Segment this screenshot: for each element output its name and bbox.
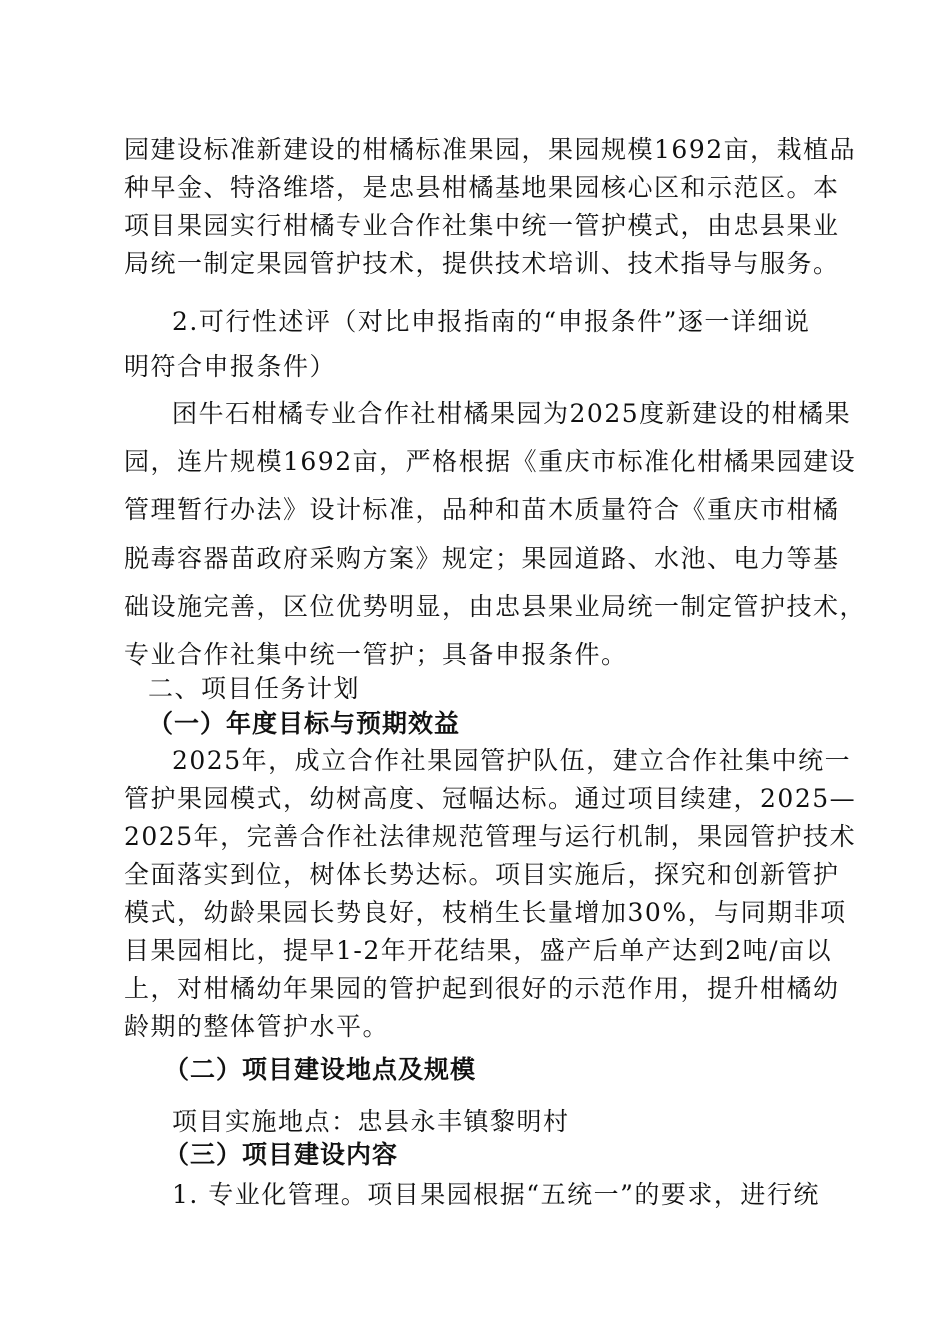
paragraph-line: 础设施完善，区位优势明显，由忠县果业局统一制定管护技术， bbox=[124, 592, 867, 621]
paragraph-line: 模式，幼龄果园长势良好，枝梢生长量增加30%，与同期非项 bbox=[124, 898, 847, 927]
paragraph-line: 1. 专业化管理。项目果园根据“五统一”的要求，进行统 bbox=[172, 1180, 820, 1209]
paragraph-line: 种早金、特洛维塔，是忠县柑橘基地果园核心区和示范区。本 bbox=[124, 173, 840, 202]
paragraph-line: 上，对柑橘幼年果园的管护起到很好的示范作用，提升柑橘幼 bbox=[124, 974, 840, 1003]
paragraph-line: 2.可行性述评（对比申报指南的“申报条件”逐一详细说 bbox=[172, 307, 811, 336]
paragraph-line: 脱毒容器苗政府采购方案》规定；果园道路、水池、电力等基 bbox=[124, 544, 840, 573]
paragraph-line: 明符合申报条件） bbox=[124, 352, 337, 381]
paragraph-line: 目果园相比，提早1-2年开花结果，盛产后单产达到2吨/亩以 bbox=[124, 936, 833, 965]
paragraph-line: 龄期的整体管护水平。 bbox=[124, 1012, 390, 1041]
subsection-heading: （二）项目建设地点及规模 bbox=[164, 1055, 477, 1084]
paragraph-line: 2025年，成立合作社果园管护队伍，建立合作社集中统一 bbox=[172, 746, 852, 775]
subsection-heading: （三）项目建设内容 bbox=[164, 1140, 399, 1169]
paragraph-line: 囨牛石柑橘专业合作社柑橘果园为2025度新建设的柑橘果 bbox=[172, 399, 852, 428]
paragraph-line: 2025年，完善合作社法律规范管理与运行机制，果园管护技术 bbox=[124, 822, 857, 851]
paragraph-line: 园，连片规模1692亩，严格根据《重庆市标准化柑橘果园建设 bbox=[124, 447, 857, 476]
paragraph-line: 局统一制定果园管护技术，提供技术培训、技术指导与服务。 bbox=[124, 249, 840, 278]
paragraph-line: 项目果园实行柑橘专业合作社集中统一管护模式，由忠县果业 bbox=[124, 211, 840, 240]
paragraph-line: 全面落实到位，树体长势达标。项目实施后，探究和创新管护 bbox=[124, 860, 840, 889]
subsection-heading: （一）年度目标与预期效益 bbox=[148, 709, 461, 738]
paragraph-line: 管理暂行办法》设计标准，品种和苗木质量符合《重庆市柑橘 bbox=[124, 495, 840, 524]
section-heading: 二、项目任务计划 bbox=[148, 674, 361, 703]
paragraph-line: 园建设标准新建设的柑橘标准果园，果园规模1692亩，栽植品 bbox=[124, 135, 857, 164]
paragraph-line: 专业合作社集中统一管护；具备申报条件。 bbox=[124, 640, 628, 669]
paragraph-line: 项目实施地点：忠县永丰镇黎明村 bbox=[172, 1107, 570, 1136]
paragraph-line: 管护果园模式，幼树高度、冠幅达标。通过项目续建，2025— bbox=[124, 784, 857, 813]
